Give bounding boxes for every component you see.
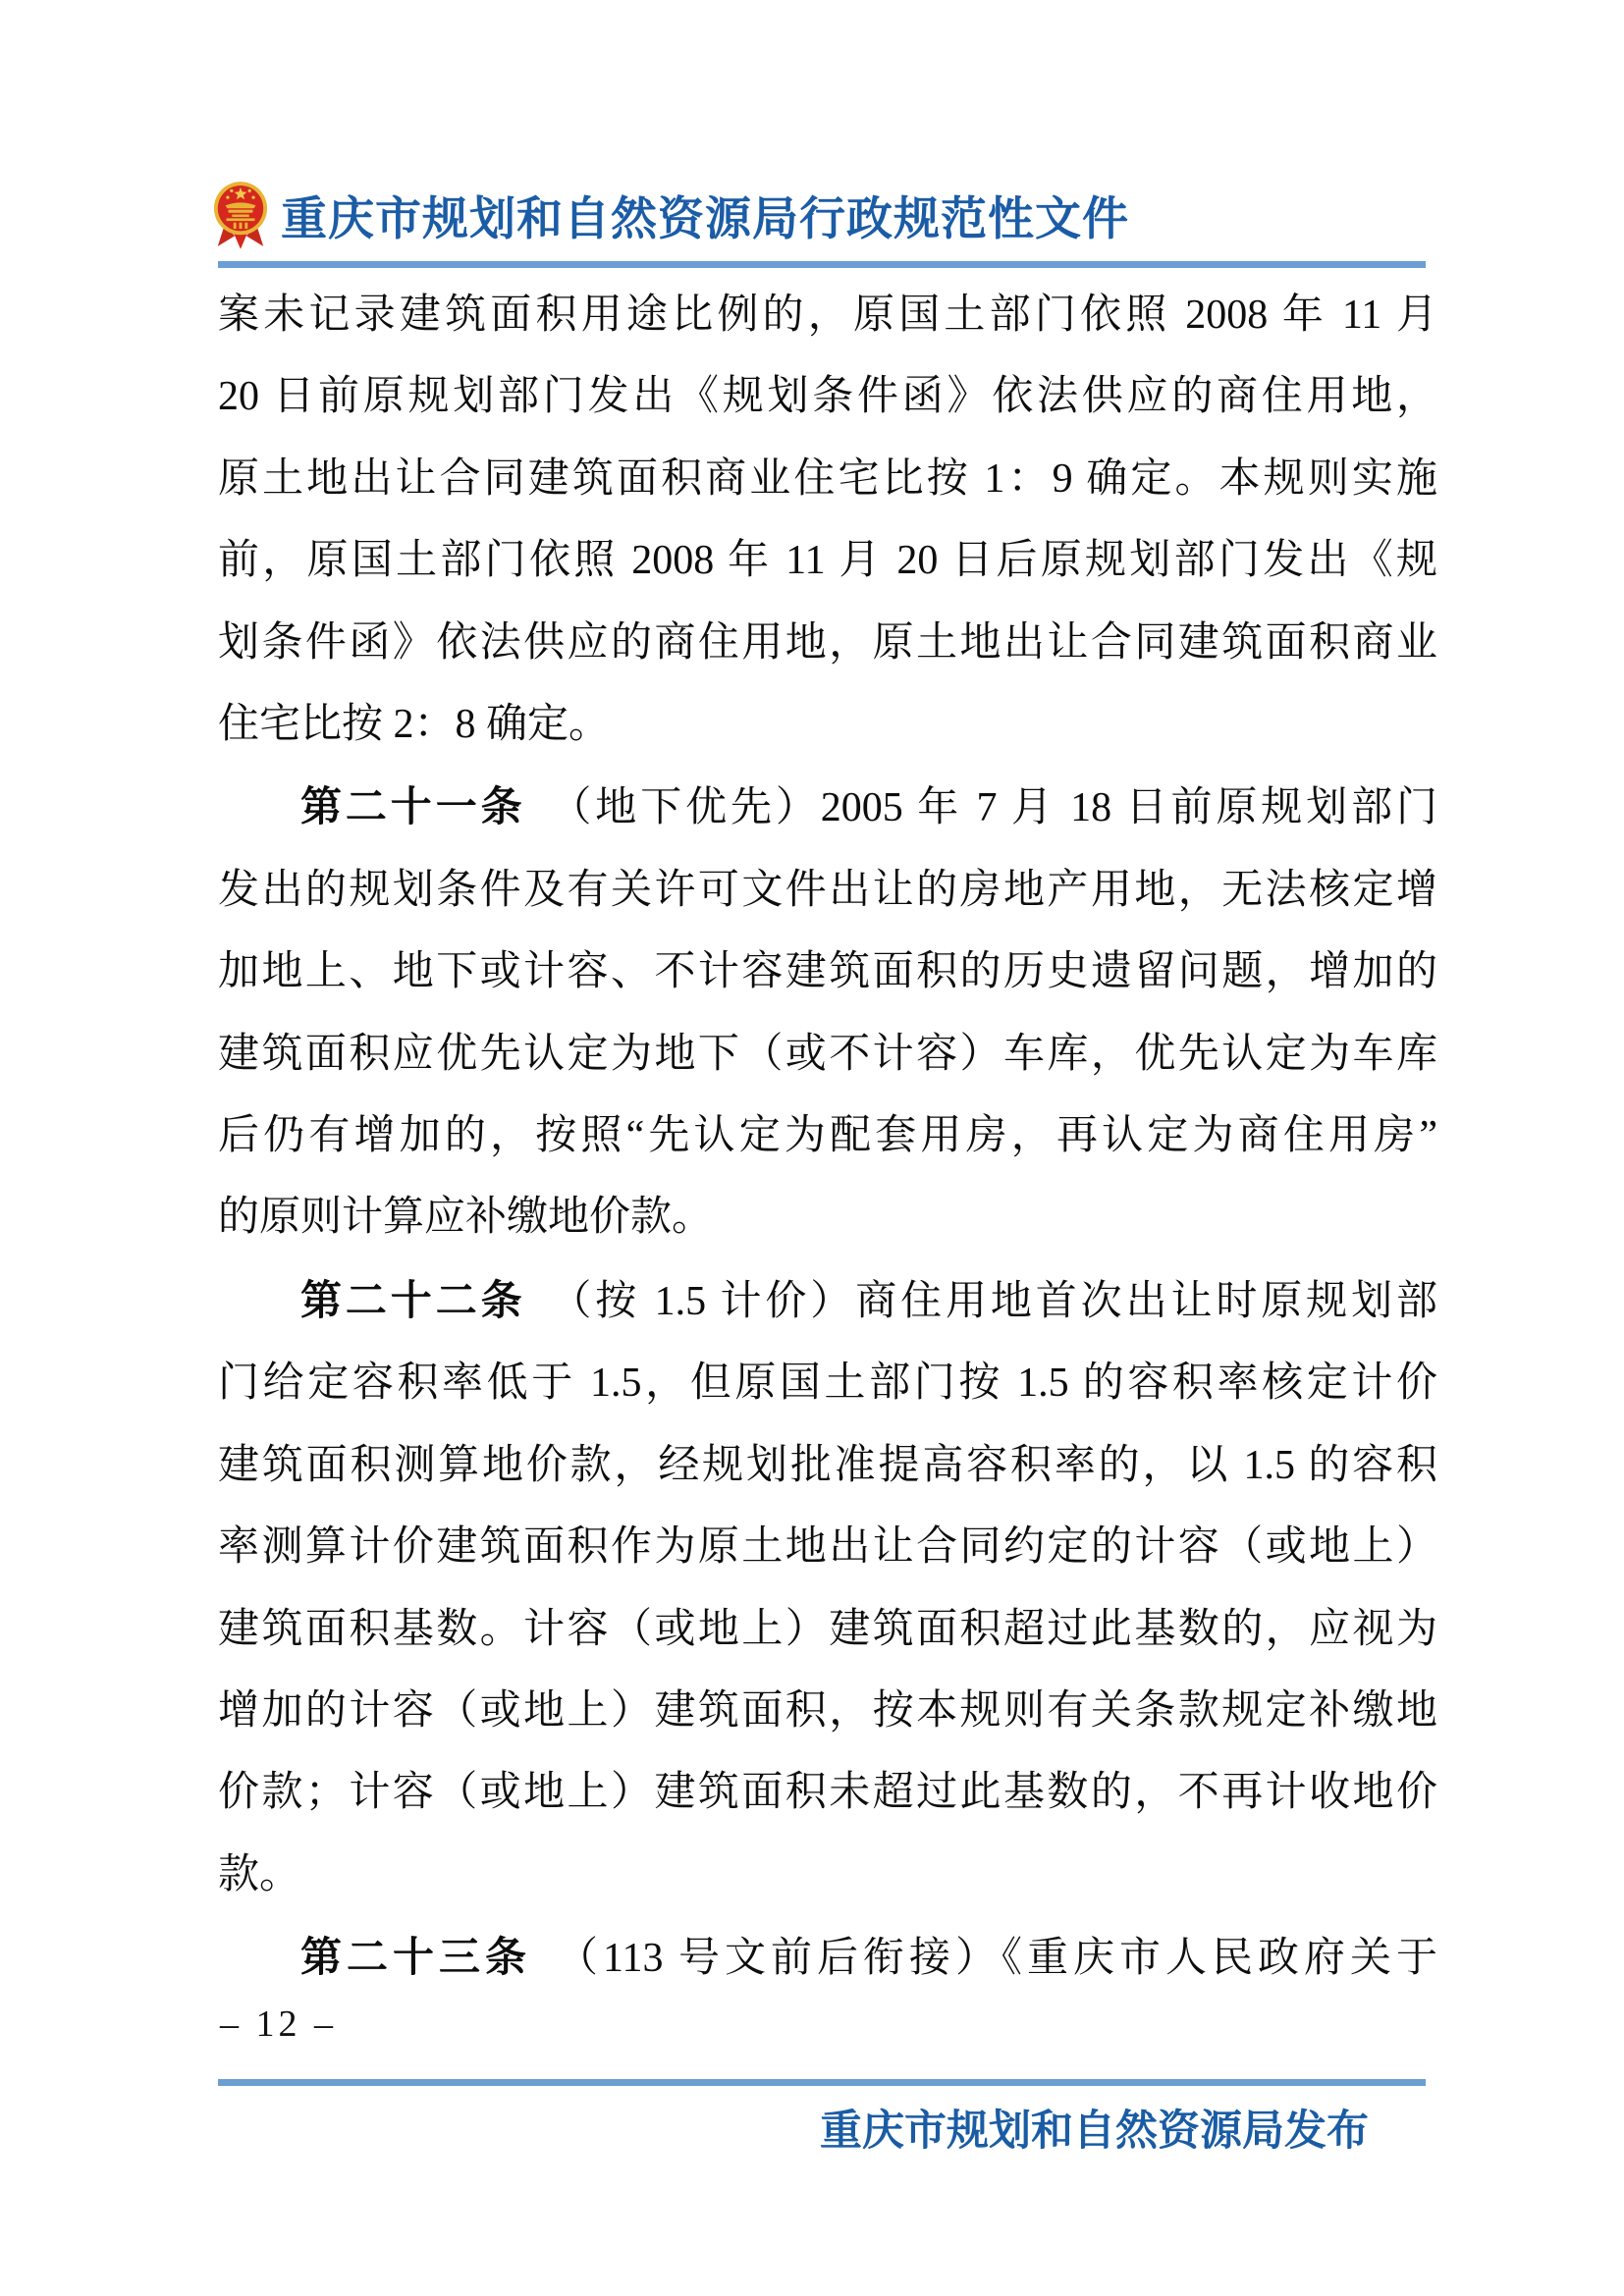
- body-line-p2-l6: 的原则计算应补缴地价款。: [218, 1195, 714, 1241]
- body-line-p1-l6: 住宅比按 2：8 确定。: [218, 702, 611, 748]
- article-number: 第二十一条: [300, 783, 526, 830]
- body-line-p2-l4: 建筑面积应优先认定为地下（或不计容）车库，优先认定为车库: [218, 1031, 1437, 1077]
- body-line-p1-l3: 原土地出让合同建筑面积商业住宅比按 1：9 确定。本规则实施: [218, 455, 1437, 502]
- body-line-p3-l4: 率测算计价建筑面积作为原土地出让合同约定的计容（或地上）: [218, 1524, 1437, 1571]
- document-body: [218, 275, 1437, 2001]
- national-emblem-icon: [212, 179, 269, 251]
- body-line-p2-l2: 发出的规划条件及有关许可文件出让的房地产用地，无法核定增: [218, 867, 1437, 913]
- body-line-p3-l1: 第二十二条 （按 1.5 计价）商住用地首次出让时原规划部: [300, 1276, 1437, 1324]
- body-line-p4-l1: 第二十三条 （113 号文前后衔接）《重庆市人民政府关于: [300, 1934, 1437, 1982]
- page-number: – 12 –: [220, 2003, 337, 2045]
- body-line-p2-l5: 后仍有增加的，按照“先认定为配套用房，再认定为商住用房”: [218, 1113, 1437, 1159]
- body-line-p1-l2: 20 日前原规划部门发出《规划条件函》依法供应的商住用地，: [218, 374, 1437, 420]
- document-title: 重庆市规划和自然资源局行政规范性文件: [281, 193, 1129, 245]
- article-number: 第二十三条: [300, 1934, 532, 1981]
- body-line-p3-l7: 价款；计容（或地上）建筑面积未超过此基数的，不再计收地价: [218, 1770, 1437, 1816]
- body-line-p3-l6: 增加的计容（或地上）建筑面积，按本规则有关条款规定补缴地: [218, 1687, 1437, 1734]
- publisher-line: 重庆市规划和自然资源局发布: [820, 2109, 1369, 2155]
- body-line-p1-l5: 划条件函》依法供应的商住用地，原土地出让合同建筑面积商业: [218, 619, 1437, 666]
- document-header: [212, 179, 1129, 251]
- body-line-p3-l3: 建筑面积测算地价款，经规划批准提高容积率的，以 1.5 的容积: [218, 1442, 1437, 1488]
- body-line-p2-l3: 加地上、地下或计容、不计容建筑面积的历史遗留问题，增加的: [218, 949, 1437, 995]
- body-line-p3-l5: 建筑面积基数。计容（或地上）建筑面积超过此基数的，应视为: [218, 1606, 1437, 1652]
- footer-divider: [218, 2079, 1426, 2086]
- article-number: 第二十二条: [300, 1276, 526, 1323]
- body-line-p3-l8: 款。: [218, 1851, 301, 1897]
- body-line-p3-l2: 门给定容积率低于 1.5，但原国土部门按 1.5 的容积率核定计价: [218, 1361, 1437, 1407]
- body-line-p1-l1: 案未记录建筑面积用途比例的，原国土部门依照 2008 年 11 月: [218, 293, 1437, 338]
- body-line-p1-l4: 前，原国土部门依照 2008 年 11 月 20 日后原规划部门发出《规: [218, 538, 1437, 584]
- body-line-p2-l1: 第二十一条 （地下优先）2005 年 7 月 18 日前原规划部门: [300, 783, 1437, 831]
- header-divider: [218, 261, 1426, 268]
